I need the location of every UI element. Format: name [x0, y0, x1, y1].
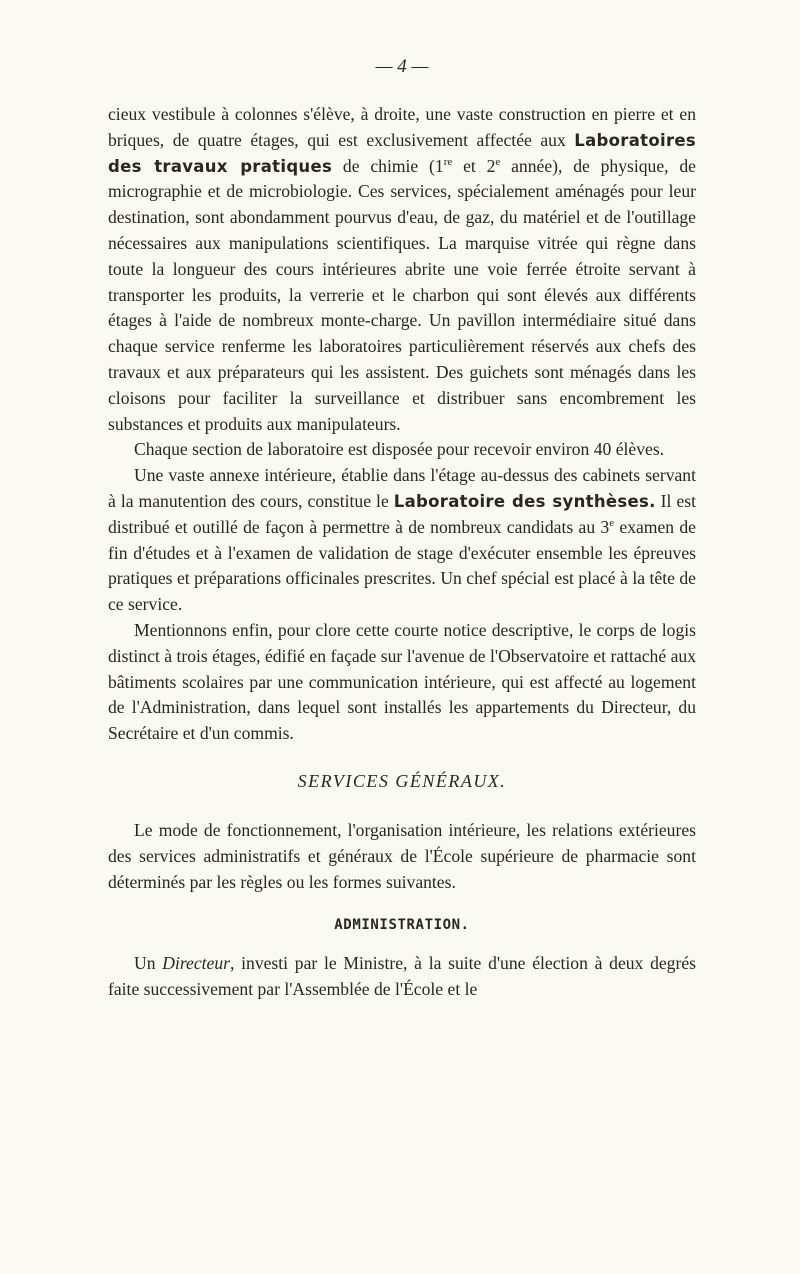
subsection-title: ADMINISTRATION.	[334, 917, 470, 934]
page-number: — 4 —	[375, 56, 429, 77]
paragraph-capacity: Chaque section de laboratoire est disposée pour recevoir environ 40 élèves.	[134, 439, 665, 460]
superscript: re	[443, 155, 453, 168]
paragraph-synthesis-lab	[108, 463, 696, 618]
emphasis-directeur: Directeur	[162, 953, 230, 974]
paragraph-text: de chimie (1	[332, 155, 444, 176]
paragraph-text: cieux vestibule à colonnes s'élève, à droite, une vaste construction en pierre et en briques, de quatre étages, qui est exclusivement affectée aux	[108, 104, 696, 150]
paragraph-text: année), de physique, de micrographie et de microbiologie. Ces services, spécialement aménagés pour leur destination, sont abondamment pourvus d'eau, de gaz, du matériel et de l'outillage nécessaires aux manipulations scientifiques. La marquise vitrée qui règne dans toute la longueur des cours intérieures abrite une voie ferrée étroite servant à transporter les produits, la verrerie et le charbon qui sont élevés aux différents étages à l'aide de nombreux monte-charge. Un pavillon intermédiaire situé dans chaque service renferme les laboratoires particulièrement réservés aux chefs des travaux et aux préparateurs qui les assistent. Des guichets sont ménagés dans les cloisons pour faciliter la surveillance et distribuer sans encombrement les substances et produits aux manipulateurs.	[108, 155, 696, 434]
bold-term-laboratoire-syntheses: Laboratoire des synthèses.	[393, 491, 656, 511]
paragraph-text: examen de fin d'études et à l'examen de validation de stage d'exécuter ensemble les épreuves pratiques et préparations officinales prescrites. Un chef spécial est placé à la tête de ce service.	[108, 516, 696, 615]
paragraph-text: , investi par le Ministre, à la suite d'une élection à deux degrés faite successivement par l'Assemblée de l'École et le	[108, 953, 696, 1000]
paragraph-laboratories	[108, 102, 696, 437]
section-title: SERVICES GÉNÉRAUX.	[297, 770, 507, 791]
paragraph-text: Une vaste annexe intérieure, établie dans l'étage au-dessus des cabinets servant à la manutention des cours, constitue le	[108, 465, 696, 511]
paragraph-text: Un	[134, 953, 163, 974]
superscript: e	[609, 516, 615, 529]
paragraph-administration-building: Mentionnons enfin, pour clore cette courte notice descriptive, le corps de logis distinct à trois étages, édifié en façade sur l'avenue de l'Observatoire et rattaché aux bâtiments scolaires par une communication intérieure, qui est affecté au logement de l'Administration, dans lequel sont installés les appartements du Directeur, du Secrétaire et d'un commis.	[108, 619, 696, 744]
superscript: e	[495, 155, 501, 168]
paragraph-text: et 2	[452, 155, 496, 176]
bold-term-laboratoires: Laboratoires des travaux pratiques	[108, 130, 696, 176]
paragraph-text: Il est distribué et outillé de façon à permettre à de nombreux candidats au 3	[108, 490, 696, 537]
paragraph-director	[108, 951, 696, 1003]
paragraph-general-services: Le mode de fonctionnement, l'organisation intérieure, les relations extérieures des services administratifs et généraux de l'École supérieure de pharmacie sont déterminés par les règles ou les formes suivantes.	[108, 819, 696, 892]
